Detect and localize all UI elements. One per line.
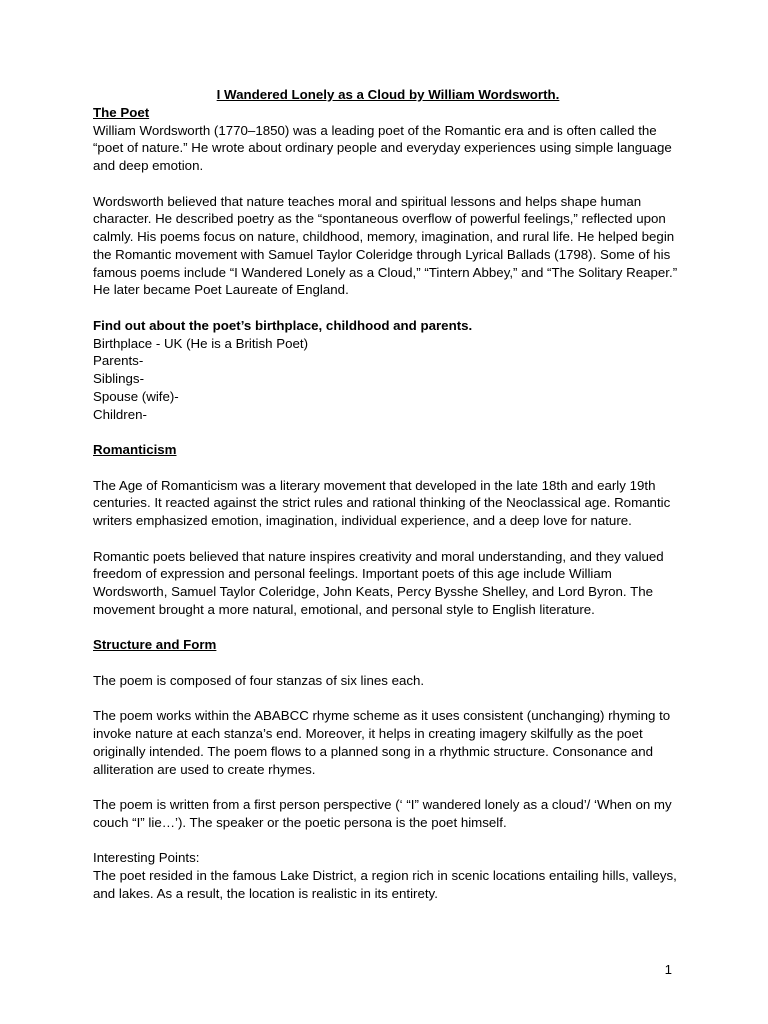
fact-spouse: Spouse (wife)- bbox=[93, 388, 179, 404]
fact-birthplace: Birthplace - UK (He is a British Poet) bbox=[93, 335, 309, 351]
document-body bbox=[93, 86, 683, 903]
spacer bbox=[93, 832, 683, 850]
structure-paragraph-2: The poem works within the ABABCC rhyme scheme as it uses consistent (unchanging) rhyming to invoke nature at each stanza’s end. Moreover, it helps in creating imagery skilfully as the poet originally intended. The poem flows to a planned song in a rhythmic structure. Consonance and alliteration are used to create rhymes. bbox=[93, 708, 671, 777]
spacer bbox=[93, 459, 683, 477]
document-title: I Wandered Lonely as a Cloud by William Wordsworth. bbox=[216, 87, 560, 102]
structure-paragraph-3: The poem is written from a first person perspective (‘ “I” wandered lonely as a cloud’/ ‘When on my couch “I” lie…’). The speaker or the poetic persona is the poet himself. bbox=[93, 797, 672, 830]
spacer bbox=[93, 619, 683, 637]
interesting-points-paragraph: The poet resided in the famous Lake District, a region rich in scenic locations entailing hills, valleys, and lakes. As a result, the location is realistic in its entirety. bbox=[93, 868, 677, 901]
romanticism-paragraph-2: Romantic poets believed that nature inspires creativity and moral understanding, and they valued freedom of expression and personal feelings. Important poets of this age include William Wordsworth, Samuel Taylor Coleridge, John Keats, Percy Bysshe Shelley, and Lord Byron. The movement brought a more natural, emotional, and personal style to English literature. bbox=[93, 548, 664, 617]
romanticism-heading: Romanticism bbox=[93, 442, 177, 457]
spacer bbox=[93, 530, 683, 548]
structure-paragraph-1: The poem is composed of four stanzas of six lines each. bbox=[93, 672, 425, 688]
spacer bbox=[93, 778, 683, 796]
task-heading: Find out about the poet’s birthplace, childhood and parents. bbox=[93, 317, 473, 333]
page-number: 1 bbox=[664, 962, 672, 977]
interesting-points-label: Interesting Points: bbox=[93, 850, 200, 866]
poet-heading: The Poet bbox=[93, 104, 150, 120]
spacer bbox=[93, 299, 683, 317]
spacer bbox=[93, 175, 683, 193]
fact-siblings: Siblings- bbox=[93, 371, 144, 386]
poet-paragraph-1: William Wordsworth (1770–1850) was a leading poet of the Romantic era and is often called the “poet of nature.” He wrote about ordinary people and everyday experiences using simple language and deep emotion. bbox=[93, 122, 672, 173]
spacer bbox=[93, 423, 683, 441]
poet-paragraph-2: Wordsworth believed that nature teaches moral and spiritual lessons and helps shape human character. He described poetry as the “spontaneous overflow of powerful feelings,” reflected upon calmly. His poems focus on nature, childhood, memory, imagination, and rural life. He helped begin the Romantic movement with Samuel Taylor Coleridge through Lyrical Ballads (1798). Some of his famous poems include “I Wandered Lonely as a Cloud,” “Tintern Abbey,” and “The Solitary Reaper.” He later became Poet Laureate of England. bbox=[93, 193, 678, 298]
romanticism-paragraph-1: The Age of Romanticism was a literary movement that developed in the late 18th and early 19th centuries. It reacted against the strict rules and rational thinking of the Neoclassical age. Romantic writers emphasized emotion, imagination, individual experience, and a deep love for nature. bbox=[93, 477, 671, 528]
fact-children: Children- bbox=[93, 406, 147, 422]
spacer bbox=[93, 690, 683, 708]
structure-heading: Structure and Form bbox=[93, 637, 217, 653]
fact-parents: Parents- bbox=[93, 353, 144, 369]
spacer bbox=[93, 654, 683, 672]
